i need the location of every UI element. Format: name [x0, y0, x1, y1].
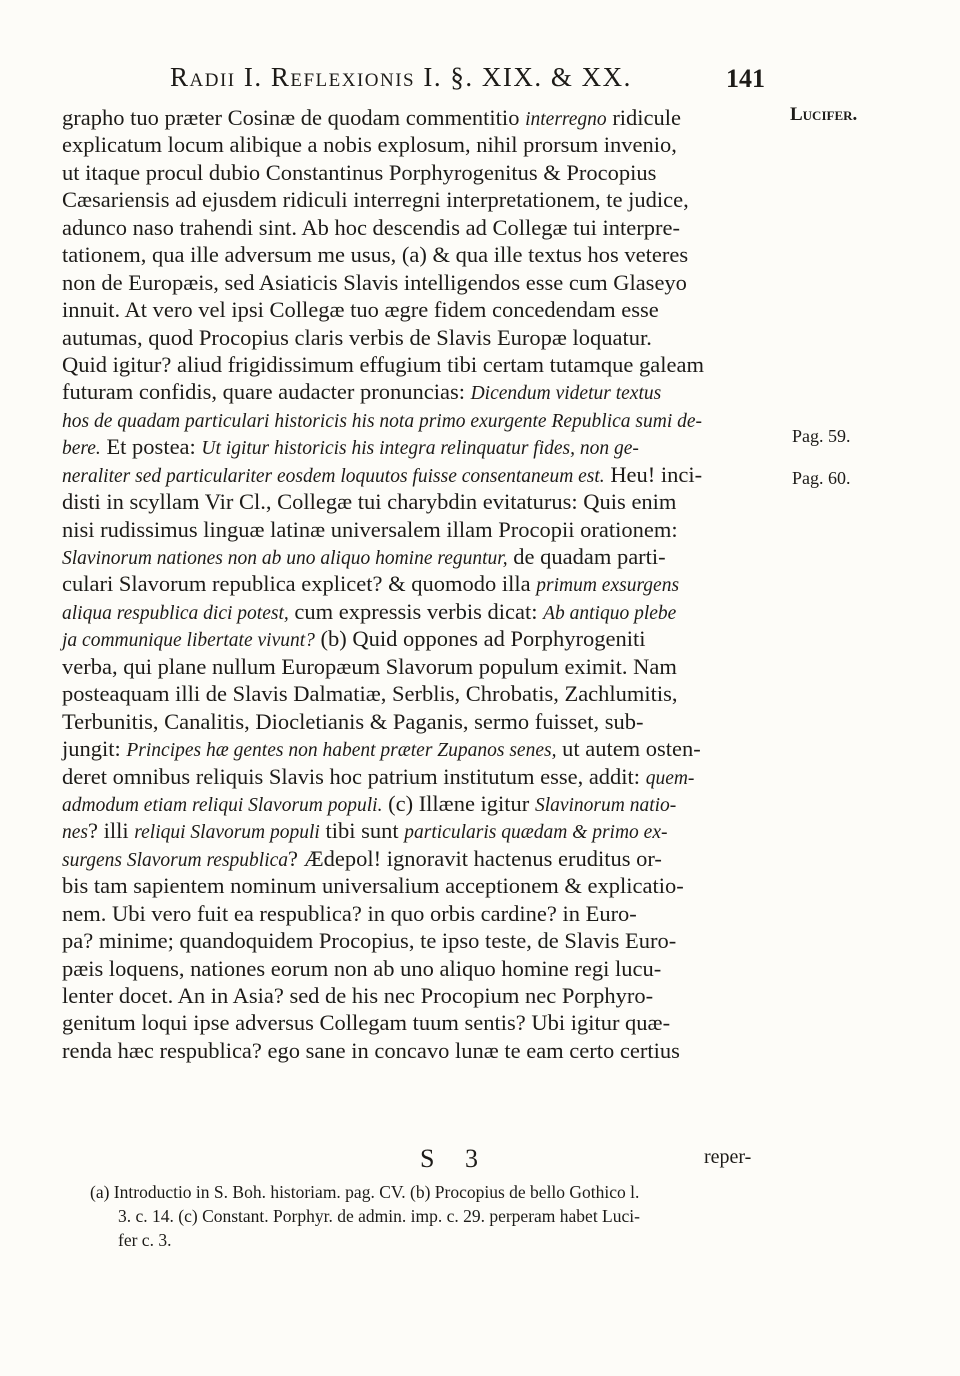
text-line: [62, 845, 790, 872]
text-segment: Heu! inci-: [604, 461, 703, 487]
italic-segment: nes: [62, 822, 88, 844]
footnotes: [90, 1180, 790, 1252]
text-segment: Et postea:: [100, 434, 202, 460]
text-segment: futuram confidis, quare audacter pronuncias:: [62, 379, 471, 405]
italic-segment: Slavinorum natio-: [534, 794, 677, 816]
page-number: 141: [726, 64, 765, 93]
text-line: [62, 543, 790, 570]
text-segment: posteaquam illi de Slavis Dalmatiæ, Serblis, Chrobatis, Zachlumitis,: [62, 681, 678, 707]
text-line: [62, 406, 790, 433]
text-segment: adunco naso trahendi sint. Ab hoc descendis ad Collegæ tui interpre-: [62, 214, 680, 240]
text-line: [62, 1009, 790, 1036]
text-line: [62, 104, 790, 131]
text-segment: ridicule: [606, 105, 682, 130]
text-line: [62, 159, 790, 186]
text-line: [62, 1037, 790, 1064]
italic-segment: hos de quadam particulari historicis his nota primo exurgente Republica sumi de-: [62, 410, 703, 432]
text-line: [62, 708, 790, 735]
text-line: [62, 763, 790, 790]
text-segment: (b) Quid oppones ad Porphyrogeniti: [314, 626, 646, 652]
text-line: [62, 351, 790, 378]
text-line: [62, 653, 790, 680]
text-line: [62, 955, 790, 982]
text-segment: nem. Ubi vero fuit ea respublica? in quo orbis cardine? in Euro-: [62, 900, 637, 926]
text-segment: renda hæc respublica? ego sane in concavo lunæ te eam certo certius: [62, 1037, 680, 1063]
italic-segment: surgens Slavorum respublica: [62, 849, 289, 871]
catchword: reper-: [704, 1146, 752, 1168]
text-line: [62, 186, 790, 213]
text-line: [62, 625, 790, 652]
footnote-line: (a) Introductio in S. Boh. historiam. pag. CV. (b) Procopius de bello Gothico l.: [90, 1182, 640, 1202]
text-segment: grapho tuo præter Cosinæ de quodam commentitio: [62, 105, 526, 130]
text-segment: deret omnibus reliquis Slavis hoc patrium institutum esse, addit:: [62, 763, 646, 789]
italic-segment: Ab antiquo plebe: [543, 602, 677, 624]
text-line: [62, 598, 790, 625]
text-segment: (c) Illæne igitur: [382, 790, 535, 816]
italic-segment: interregno: [525, 109, 607, 130]
text-segment: cum expressis verbis dicat:: [288, 598, 544, 624]
text-segment: genitum loqui ipse adversus Collegam tuum sentis? Ubi igitur quæ-: [62, 1010, 671, 1036]
margin-note-pag60: Pag. 60.: [792, 468, 851, 488]
text-segment: ? illi: [88, 818, 135, 844]
text-segment: bis tam sapientem nominum universalium acceptionem & explicatio-: [62, 873, 684, 899]
text-segment: nisi rudissimus linguæ latinæ universalem illam Procopii orationem:: [62, 516, 678, 542]
italic-segment: admodum etiam reliqui Slavorum populi.: [62, 794, 383, 816]
text-segment: disti in scyllam Vir Cl., Collegæ tui charybdin evitaturus: Quis enim: [62, 489, 677, 515]
italic-segment: reliqui Slavorum populi: [134, 822, 320, 844]
running-title: Radii I. Reflexionis I. §. XIX. & XX.: [170, 62, 632, 92]
signature-mark: S 3: [420, 1144, 490, 1173]
text-segment: Terbunitis, Canalitis, Diocletianis & Paganis, sermo fuisset, sub-: [62, 708, 644, 734]
text-line: [62, 241, 790, 268]
text-segment: tationem, qua ille adversum me usus, (a) & qua ille textus hos veteres: [62, 242, 689, 268]
text-segment: Quid igitur? aliud frigidissimum effugium tibi certam tutamque galeam: [62, 351, 704, 377]
text-line: [62, 790, 790, 817]
text-line: [62, 324, 790, 351]
body-text: [62, 104, 790, 1064]
text-line: [62, 680, 790, 707]
text-segment: culari Slavorum republica explicet? & quomodo illa: [62, 571, 537, 597]
italic-segment: Slavinorum nationes non ab uno aliquo homine reguntur,: [62, 548, 508, 569]
italic-segment: quem-: [645, 767, 695, 789]
italic-segment: Dicendum videtur textus: [470, 383, 662, 405]
italic-segment: bere.: [62, 438, 101, 460]
text-line: [62, 516, 790, 543]
italic-segment: Ut igitur historicis his integra relinquatur fides, non ge-: [201, 438, 639, 460]
text-line: [62, 214, 790, 241]
text-segment: ? Ædepol! ignoravit hactenus eruditus or-: [288, 845, 662, 871]
text-line: [62, 735, 790, 762]
text-segment: verba, qui plane nullum Europæum Slavorum populum eximit. Nam: [62, 653, 677, 679]
text-segment: lenter docet. An in Asia? sed de his nec Procopium nec Porphyro-: [62, 983, 654, 1008]
text-line: [62, 900, 790, 927]
text-line: [62, 570, 790, 597]
text-line: [62, 488, 790, 515]
text-line: [62, 982, 790, 1009]
text-segment: pa? minime; quandoquidem Procopius, te ipso teste, de Slavis Euro-: [62, 928, 677, 954]
text-segment: non de Europæis, sed Asiaticis Slavis intelligendos esse cum Glaseyo: [62, 269, 687, 295]
margin-note-lucifer: Lucifer.: [790, 104, 858, 125]
footnote-line: 3. c. 14. (c) Constant. Porphyr. de admin. imp. c. 29. perperam habet Luci-: [118, 1206, 640, 1226]
text-segment: ut autem osten-: [556, 736, 701, 762]
text-line: [62, 461, 790, 488]
text-segment: autumas, quod Procopius claris verbis de Slavis Europæ loquatur.: [62, 324, 652, 350]
text-line: [62, 433, 790, 460]
margin-note-pag59: Pag. 59.: [792, 426, 851, 446]
text-segment: jungit:: [62, 736, 127, 762]
text-segment: Cæsariensis ad ejusdem ridiculi interregni interpretationem, te judice,: [62, 187, 689, 213]
footnote-line: fer c. 3.: [118, 1230, 172, 1250]
italic-segment: primum exsurgens: [536, 575, 680, 597]
italic-segment: neraliter sed particulariter eosdem loquutos fuisse consentaneum est.: [62, 465, 605, 487]
italic-segment: Principes hæ gentes non habent præter Zupanos senes,: [126, 740, 557, 762]
text-line: [62, 817, 790, 844]
text-segment: pæis loquens, nationes eorum non ab uno aliquo homine regi lucu-: [62, 955, 662, 981]
text-line: [62, 296, 790, 323]
text-segment: de quadam parti-: [507, 544, 666, 569]
text-segment: explicatum locum alibique a nobis explosum, nihil prorsum invenio,: [62, 132, 677, 158]
text-segment: tibi sunt: [319, 818, 405, 844]
italic-segment: aliqua respublica dici potest,: [62, 602, 289, 624]
text-segment: innuit. At vero vel ipsi Collegæ tuo ægre fidem concedendam esse: [62, 297, 659, 323]
text-line: [62, 269, 790, 296]
text-line: [62, 872, 790, 899]
italic-segment: ja communique libertate vivunt?: [62, 630, 315, 652]
italic-segment: particularis quædam & primo ex-: [404, 822, 668, 844]
text-line: [62, 131, 790, 158]
text-line: [62, 378, 790, 405]
text-segment: ut itaque procul dubio Constantinus Porphyrogenitus & Procopius: [62, 159, 657, 185]
text-line: [62, 927, 790, 954]
